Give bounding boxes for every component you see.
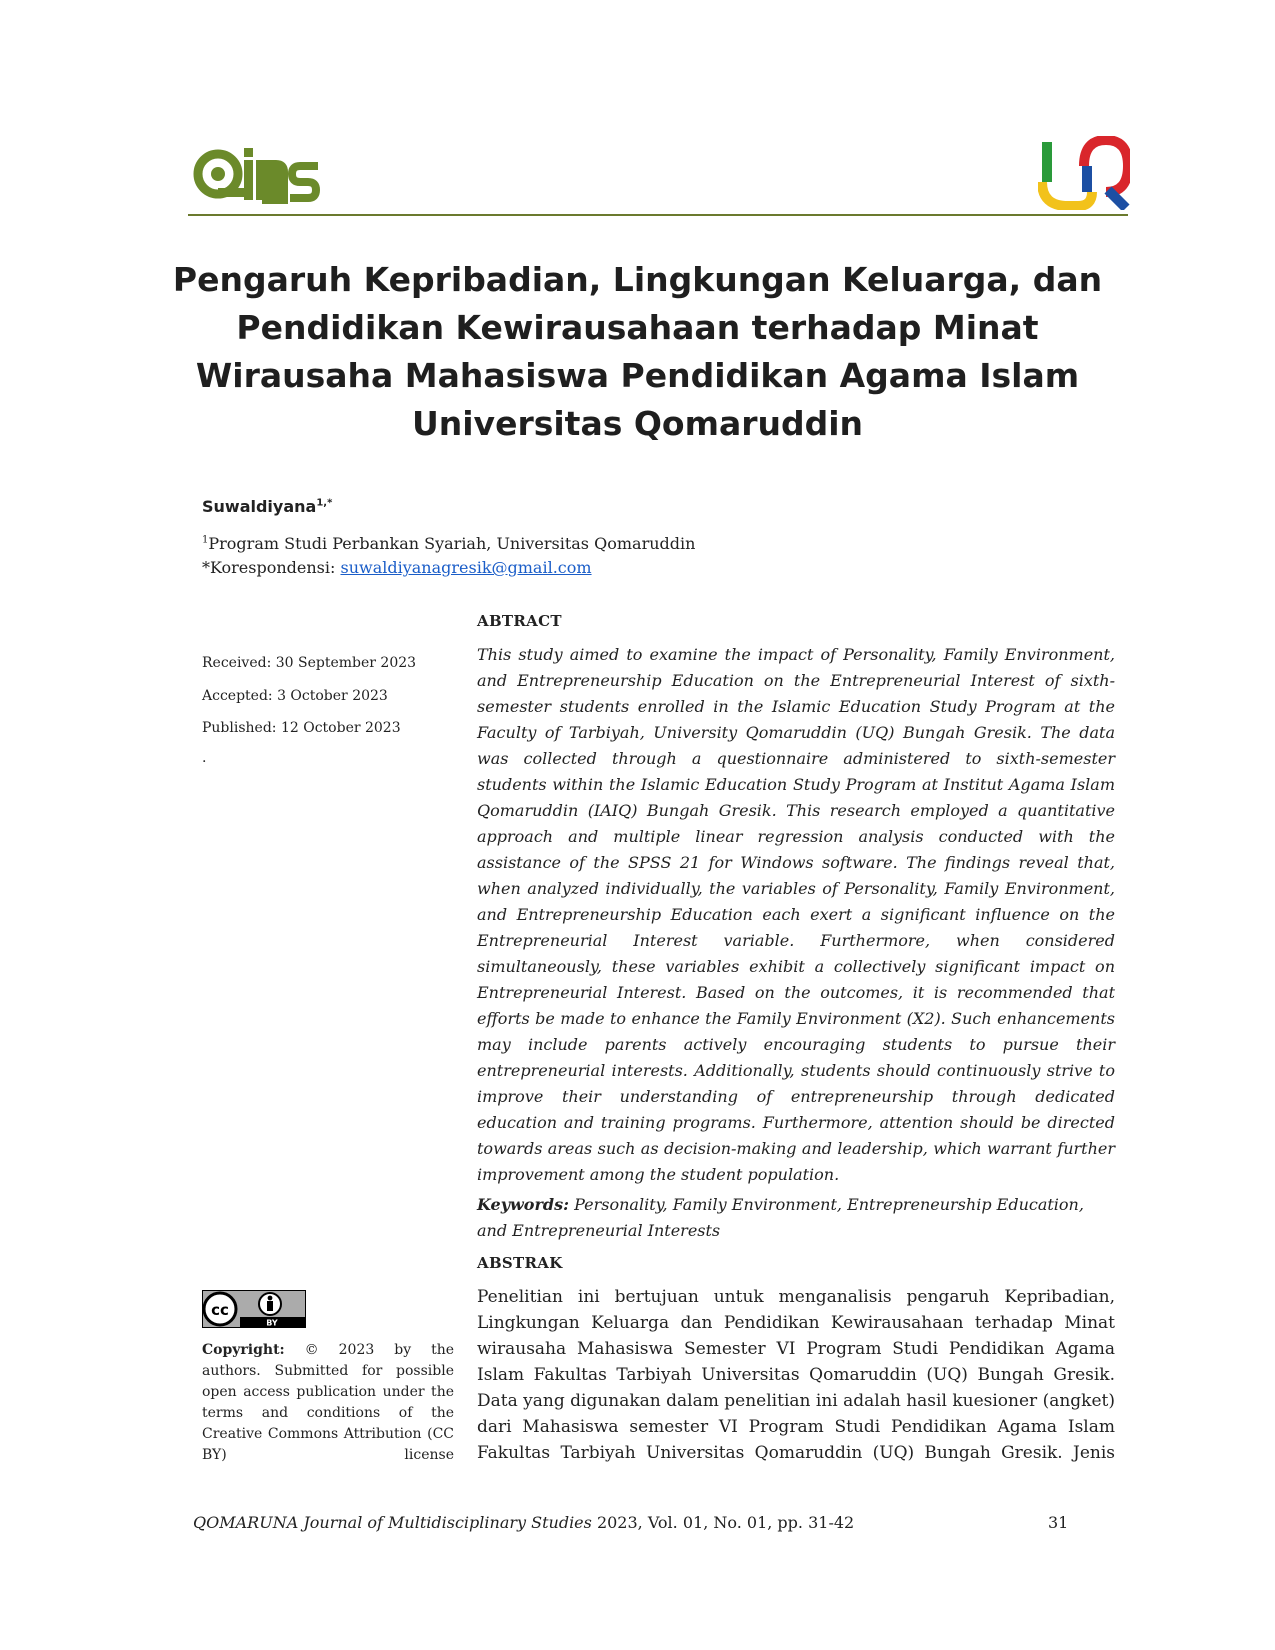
received-date: Received: 30 September 2023 [202,655,417,671]
affiliation-superscript: 1 [202,534,209,546]
footer-volume-info: 2023, Vol. 01, No. 01, pp. 31-42 [591,1513,855,1532]
keywords [477,1192,1115,1244]
footer-citation [193,1513,854,1532]
keywords-label: Keywords: [477,1195,570,1214]
keywords-text: Personality, Family Environment, Entrepreneurship Education, and Entrepreneurial Interests [477,1195,1084,1240]
abstract-id-heading: ABSTRAK [477,1254,563,1272]
page-number: 31 [1048,1513,1069,1532]
svg-text:cc: cc [211,1301,229,1319]
correspondence [202,558,592,577]
abstract-id-text: Penelitian ini bertujuan untuk menganalisis pengaruh Kepribadian, Lingkungan Keluarga dan Pendidikan Kewirausahaan terhadap Minat wirausaha Mahasiswa Semester VI Program Studi Pendidikan Agama Islam Fakultas Tarbiyah Universitas Qomaruddin (UQ) Bungah Gresik. Data yang digunakan dalam penelitian ini adalah hasil kuesioner (angket) dari Mahasiswa semester VI Program Studi Pendidikan Agama Islam Fakultas Tarbiyah Universitas Qomaruddin (UQ) Bungah Gresik. Jenis [477,1287,1115,1463]
affiliation-text: Program Studi Perbankan Syariah, Universitas Qomaruddin [208,534,696,553]
paper-title: Pengaruh Kepribadian, Lingkungan Keluarga, dan Pendidikan Kewirausahaan terhadap Minat Wirausaha Mahasiswa Pendidikan Agama Islam Universitas Qomaruddin [172,260,1103,443]
qjms-logo [188,142,328,208]
affiliation [202,534,695,553]
uq-logo [1038,136,1130,210]
abstract-en-heading: ABTRACT [477,612,562,630]
correspondence-label: *Korespondensi: [202,558,341,577]
abstract-en-text: This study aimed to examine the impact of Personality, Family Environment, and Entrepreneurship Education on the Entrepreneurial Interest of sixth-semester students enrolled in the Islamic Education Study Program at the Faculty of Tarbiyah, University Qomaruddin (UQ) Bungah Gresik. The data was collected through a questionnaire administered to sixth-semester students within the Islamic Education Study Program at Institut Agama Islam Qomaruddin (IAIQ) Bungah Gresik. This research employed a quantitative approach and multiple linear regression analysis conducted with the assistance of the SPSS 21 for Windows software. The findings reveal that, when analyzed individually, the variables of Personality, Family Environment, and Entrepreneurship Education each exert a significant influence on the Entrepreneurial Interest variable. Furthermore, when considered simultaneously, these variables exhibit a collectively significant impact on Entrepreneurial Interest. Based on the outcomes, it is recommended that efforts be made to enhance the Family Environment (X2). Such enhancements may include parents actively encouraging students to pursue their entrepreneurial interests. Additionally, students should continuously strive to improve their understanding of entrepreneurship through dedicated education and training programs. Furthermore, attention should be directed towards areas such as decision-making and leadership, which warrant further improvement among the student population. [477,645,1115,1184]
header-rule [188,214,1128,216]
author-name-text: Suwaldiyana [202,497,317,516]
footer-journal-name: QOMARUNA Journal of Multidisciplinary Studies [193,1513,592,1532]
dates-trailing-dot: . [202,750,207,766]
copyright-notice [202,1340,454,1466]
author-name [202,497,332,516]
cc-by-license-badge[interactable] [202,1290,306,1328]
copyright-label: Copyright: [202,1342,285,1358]
accepted-date: Accepted: 3 October 2023 [202,688,388,704]
copyright-text: © 2023 by the authors. Submitted for possible open access publication under the terms and conditions of the Creative Commons Attribution (CC BY) license [202,1342,454,1463]
correspondence-email-link[interactable]: suwaldiyanagresik@gmail.com [340,558,592,577]
author-superscript: 1,* [316,497,333,509]
cc-badge-by-text: BY [266,1318,278,1328]
published-date: Published: 12 October 2023 [202,720,401,736]
